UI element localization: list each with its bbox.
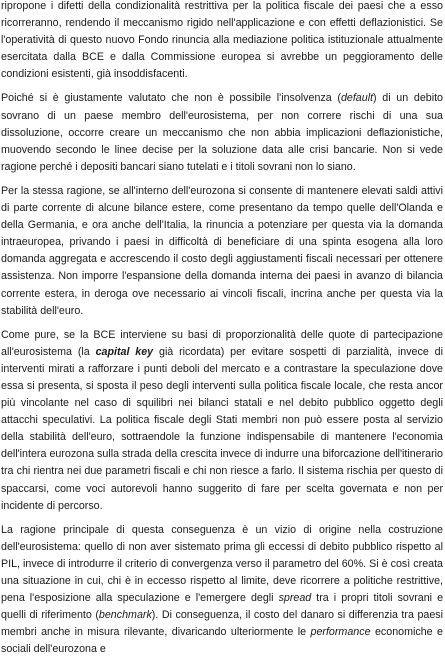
paragraph-text: Come pure, se la BCE interviene su basi di proporzionalità delle quote di partecipazione all'eurosistema (la: [1, 328, 443, 358]
paragraph-text: economiche e sociali dell'eurozona e: [1, 626, 444, 656]
paragraph-text: ). Di conseguenza, il costo del danaro si differenzia tra paesi membri anche in misura rilevante, divaricando ulteriormente le: [1, 609, 443, 639]
document-page: [1, 0, 443, 665]
paragraph-text: Poiché si è giustamente valutato che non è possibile l'insolvenza (: [1, 92, 341, 105]
paragraph-2: [1, 90, 443, 175]
paragraph-text: La ragione principale di questa conseguenza è un vizio di origine nella costruzione dell'eurosistema: quello di non aver sistemato prima gli eccessi di debito pubblico rispetto al PIL, invece di introdurre il criterio di convergenza verso il parametro del 60%. Si è così creata una situazione in cui, chi è in eccesso rispetto al limite, deve ricorrere a politiche restrittive, pena l'esposizione alla speculazione e l'emergere degli: [1, 523, 443, 605]
paragraph-4: [1, 327, 443, 515]
paragraph-text: Per la stessa ragione, se all'interno dell'eurozona si consente di mantenere elevati saldi attivi di parte corrente di alcune bilance estere, come presentano da tempo quelle dell'Olanda e della Germania, e ora anche dell'Italia, la rinuncia a potenziare per questa via la domanda intraeuropea, privando i paesi in difficoltà di beneficiare di una spinta esogena alla loro domanda aggregata e accrescendo il costo degli aggiustamenti fiscali necessari per ottenere assistenza. Non imporre l'espansione della domanda interna dei paesi in avanzo di bilancia corrente estera, in deroga ove necessario ai vincoli fiscali, incrina anche per questa via la stabilità dell'euro.: [1, 184, 443, 317]
paragraph-3: [1, 183, 443, 320]
paragraph-text: tra i propri titoli sovrani e quelli di riferimento (: [1, 592, 444, 622]
italic-term-benchmark: benchmark: [98, 609, 152, 622]
italic-term-default: default: [340, 92, 374, 105]
paragraph-5: [1, 522, 443, 659]
paragraph-text: ) di un debito sovrano di un paese membro dell'eurosistema, per non correre rischi di una sua dissoluzione, occorre creare un meccanismo che non abbia implicazioni deflazionistiche, muovendo secondo le linee decise per la soluzione data alle crisi bancarie. Non si vede ragione perché i depositi bancari siano tutelati e i titoli sovrani non lo siano.: [1, 92, 443, 173]
paragraph-1: [1, 0, 443, 83]
paragraph-text: ripropone i difetti della condizionalità restrittiva per la politica fiscale dei paesi che a esso ricorreranno, rendendo il meccanismo rigido nell'applicazione e con effetti deflazionistici. Se l'operatività di questo nuovo Fondo rinuncia alla mediazione politica istituzionale attualmente esercitata dalla BCE e dalla Commissione europea si avrebbe un peggioramento delle condizioni esistenti, già insoddisfacenti.: [1, 0, 443, 81]
paragraph-text: già ricordata) per evitare sospetti di parzialità, invece di interventi mirati a rafforzare i punti deboli del mercato e a contrastare la speculazione dove essa si presenta, si sposta il peso degli interventi sulla politica fiscale locale, che resta ancor più vincolante nel caso di squilibri nei bilanci statali e nel debito pubblico oggetto degli attacchi speculativi. La politica fiscale degli Stati membri non può essere posta al servizio della stabilità dell'euro, sottraendole la funzione indispensabile di mantenere l'economia dell'intera eurozona sulla strada della crescita invece di indurre una biforcazione dell'itinerario tra chi rientra nei due parametri fiscali e chi non riesce a farlo. Il sistema rischia per questo di spaccarsi, come voci autorevoli hanno suggerito di fare per scelta governata e non per incidente di percorso.: [1, 345, 443, 512]
bold-italic-term-capital-key: capital key: [95, 345, 154, 358]
italic-term-spread: spread: [278, 592, 312, 605]
italic-term-performance: performance: [310, 626, 371, 639]
